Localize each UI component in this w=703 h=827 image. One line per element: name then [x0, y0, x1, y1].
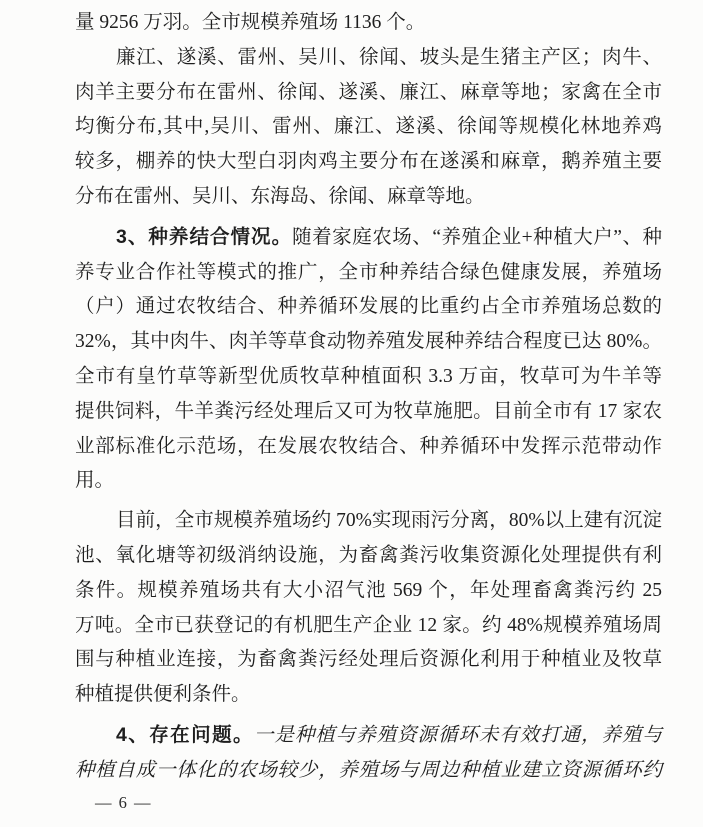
text-segment-normal: 量 9256 万羽。全市规模养殖场 1136 个。	[75, 12, 426, 33]
text-segment-kai: 种植自成一体化的农场较少，养殖场与周边种植业建立资源循环约	[75, 759, 662, 781]
text-line	[75, 609, 662, 644]
text-line	[75, 395, 662, 430]
text-segment-normal: 种植提供便利条件。	[75, 684, 251, 706]
text-segment-normal: 池、氧化塘等初级消纳设施，为畜禽粪污收集资源化处理提供有利	[75, 544, 662, 566]
text-line	[75, 574, 662, 609]
text-line	[75, 643, 662, 678]
text-segment-normal: 32%，其中肉牛、肉羊等草食动物养殖发展种养结合程度已达 80%。	[75, 331, 662, 353]
text-segment-normal: 目前，全市规模养殖场约 70%实现雨污分离，80%以上建有沉淀	[116, 510, 662, 532]
text-segment-normal: 万吨。全市已获登记的有机肥生产企业 12 家。约 48%规模养殖场周	[75, 614, 662, 636]
text-line	[75, 256, 662, 291]
text-segment-normal: 廉江、遂溪、雷州、吴川、徐闻、坡头是生猪主产区；肉牛、	[116, 46, 662, 68]
page-number: — 6 —	[95, 793, 152, 812]
text-segment-normal: 条件。规模养殖场共有大小沼气池 569 个，年处理畜禽粪污约 25	[75, 579, 662, 601]
text-line	[75, 6, 662, 41]
text-segment-normal: 均衡分布,其中,吴川、雷州、廉江、遂溪、徐闻等规模化林地养鸡	[75, 116, 662, 138]
text-segment-normal: 业部标准化示范场，在发展农牧结合、种养循环中发挥示范带动作	[75, 435, 662, 457]
text-line	[75, 41, 662, 76]
text-segment-normal: 用。	[75, 470, 115, 492]
text-line	[75, 220, 662, 256]
text-line	[75, 539, 662, 574]
text-line	[75, 504, 662, 539]
text-line	[75, 718, 662, 754]
text-line	[75, 290, 662, 325]
text-line	[75, 430, 662, 465]
text-line	[75, 110, 662, 145]
text-segment-normal: 较多，棚养的快大型白羽肉鸡主要分布在遂溪和麻章，鹅养殖主要	[75, 151, 662, 173]
text-line	[75, 145, 662, 180]
text-line	[75, 325, 662, 360]
text-segment-normal: 随着家庭农场、“养殖企业+种植大户”、种	[292, 226, 662, 248]
text-segment-normal: 全市有皇竹草等新型优质牧草种植面积 3.3 万亩，牧草可为牛羊等	[75, 365, 662, 387]
text-line	[75, 180, 662, 215]
text-segment-normal: 肉羊主要分布在雷州、徐闻、遂溪、廉江、麻章等地；家禽在全市	[75, 81, 662, 103]
text-line	[75, 678, 662, 713]
text-segment-kai: 一是种植与养殖资源循环未有效打通，养殖与	[253, 724, 662, 746]
text-line	[75, 76, 662, 111]
text-segment-normal: 养专业合作社等模式的推广，全市种养结合绿色健康发展，养殖场	[75, 261, 662, 283]
text-segment-hei: 4、存在问题。	[116, 723, 254, 746]
text-segment-normal: （户）通过农牧结合、种养循环发展的比重约占全市养殖场总数的	[75, 296, 662, 318]
text-line	[75, 754, 662, 789]
text-line	[75, 360, 662, 395]
text-segment-hei: 3、种养结合情况。	[116, 225, 293, 248]
text-segment-normal: 围与种植业连接，为畜禽粪污经处理后资源化利用于种植业及牧草	[75, 649, 662, 671]
text-segment-normal: 提供饲料，牛羊粪污经处理后又可为牧草施肥。目前全市有 17 家农	[75, 400, 662, 422]
text-segment-normal: 分布在雷州、吴川、东海岛、徐闻、麻章等地。	[75, 185, 485, 207]
text-block	[75, 6, 662, 789]
text-line	[75, 464, 662, 499]
